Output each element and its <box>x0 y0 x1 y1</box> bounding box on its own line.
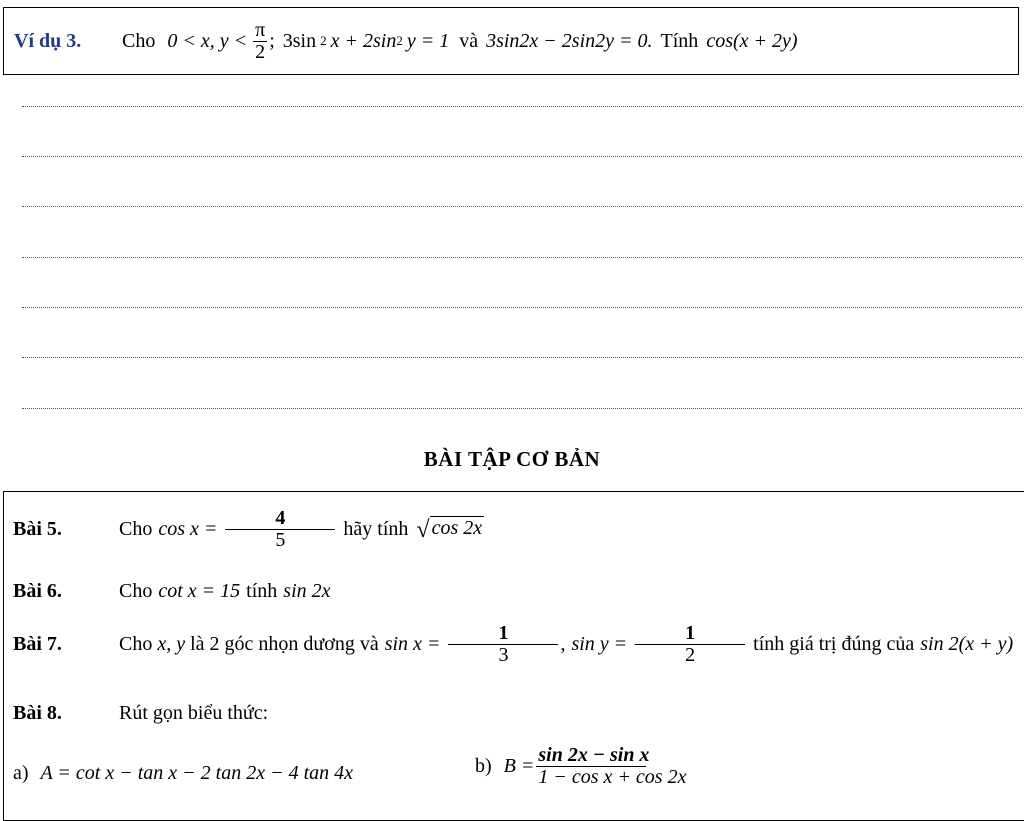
two-denominator: 2 <box>255 40 266 63</box>
exercise-7-desc: là 2 góc nhọn dương và <box>190 633 379 655</box>
eq1-part-b: x + 2sin <box>330 29 397 52</box>
example-condition: 0 < x, y < <box>167 29 248 52</box>
square-1: 2 <box>320 33 327 48</box>
exercise-8-text: Rút gọn biểu thức: <box>119 702 269 724</box>
part-b-numerator: sin 2x − sin x <box>538 744 650 766</box>
exercise-8-number: Bài 8. <box>13 702 62 724</box>
fraction-denominator: 3 <box>498 644 509 666</box>
example-statement <box>122 20 802 63</box>
exercise-8a <box>13 762 353 785</box>
exercise-7-lhs1: sin x = <box>384 633 441 655</box>
answer-line-3 <box>22 206 1022 207</box>
semicolon: ; <box>269 29 275 52</box>
exercise-7-target: sin 2(x + y) <box>920 633 1014 655</box>
section-title: BÀI TẬP CƠ BẢN <box>423 447 601 471</box>
exercise-8 <box>13 702 268 725</box>
exercise-5-mid: hãy tính <box>343 518 409 540</box>
fraction-denominator: 5 <box>275 529 286 551</box>
answer-line-2 <box>22 156 1022 157</box>
answer-line-5 <box>22 307 1022 308</box>
fraction-numerator: 4 <box>225 508 335 530</box>
part-b-lhs: B = <box>503 755 535 777</box>
exercise-7-lhs2: sin y = <box>571 633 628 655</box>
pi-over-two <box>253 20 267 63</box>
exercise-8b <box>475 745 690 788</box>
exercise-6-number: Bài 6. <box>13 580 62 602</box>
eq1-part-a: 3sin <box>282 29 317 52</box>
radical-icon: √ <box>416 516 430 543</box>
example-cho: Cho <box>122 29 156 52</box>
exercise-7-xy: x, y <box>157 633 186 655</box>
fraction-denominator: 2 <box>685 644 696 666</box>
square-2: 2 <box>396 33 403 48</box>
fraction-1-2 <box>635 623 745 666</box>
exercise-5-cho: Cho <box>119 518 153 540</box>
part-a-label: a) <box>13 762 29 784</box>
exercise-7-ask: tính giá trị đúng của <box>753 633 915 655</box>
exercise-5-lhs: cos x = <box>158 518 218 540</box>
radicand: cos 2x <box>431 516 483 539</box>
exercise-7-cho: Cho <box>119 633 153 655</box>
exercise-5 <box>13 508 484 551</box>
part-b-fraction <box>536 745 688 788</box>
answer-line-4 <box>22 257 1022 258</box>
example-va: và <box>459 29 479 52</box>
exercise-7-comma: , <box>560 633 566 655</box>
example-tinh: Tính <box>660 29 699 52</box>
exercise-6-target: sin 2x <box>283 580 331 602</box>
answer-line-7 <box>22 408 1022 409</box>
part-b-label: b) <box>475 755 492 777</box>
exercise-5-number: Bài 5. <box>13 518 62 540</box>
answer-line-1 <box>22 106 1022 107</box>
exercise-box <box>3 491 1024 821</box>
eq1-part-c: y = 1 <box>406 29 450 52</box>
exercise-6-cho: Cho <box>119 580 153 602</box>
square-root <box>416 516 484 544</box>
example-target: cos(x + 2y) <box>706 29 798 52</box>
fraction-numerator: 1 <box>635 623 745 645</box>
exercise-7-number: Bài 7. <box>13 633 62 655</box>
eq2: 3sin2x − 2sin2y = 0. <box>486 29 653 52</box>
answer-line-6 <box>22 357 1022 358</box>
fraction-numerator: 1 <box>448 623 558 645</box>
exercise-6 <box>13 580 337 603</box>
part-a-expr: A = cot x − tan x − 2 tan 2x − 4 tan 4x <box>40 762 353 784</box>
exercise-6-mid: tính <box>246 580 278 602</box>
example-label: Ví dụ 3. <box>14 29 82 52</box>
example-box <box>3 7 1019 75</box>
exercise-7 <box>13 623 1013 666</box>
pi-symbol: π <box>255 18 266 41</box>
fraction-1-3 <box>448 623 558 666</box>
fraction-4-5 <box>225 508 335 551</box>
part-b-denominator: 1 − cos x + cos 2x <box>538 766 687 788</box>
exercise-6-expr: cot x = 15 <box>158 580 241 602</box>
